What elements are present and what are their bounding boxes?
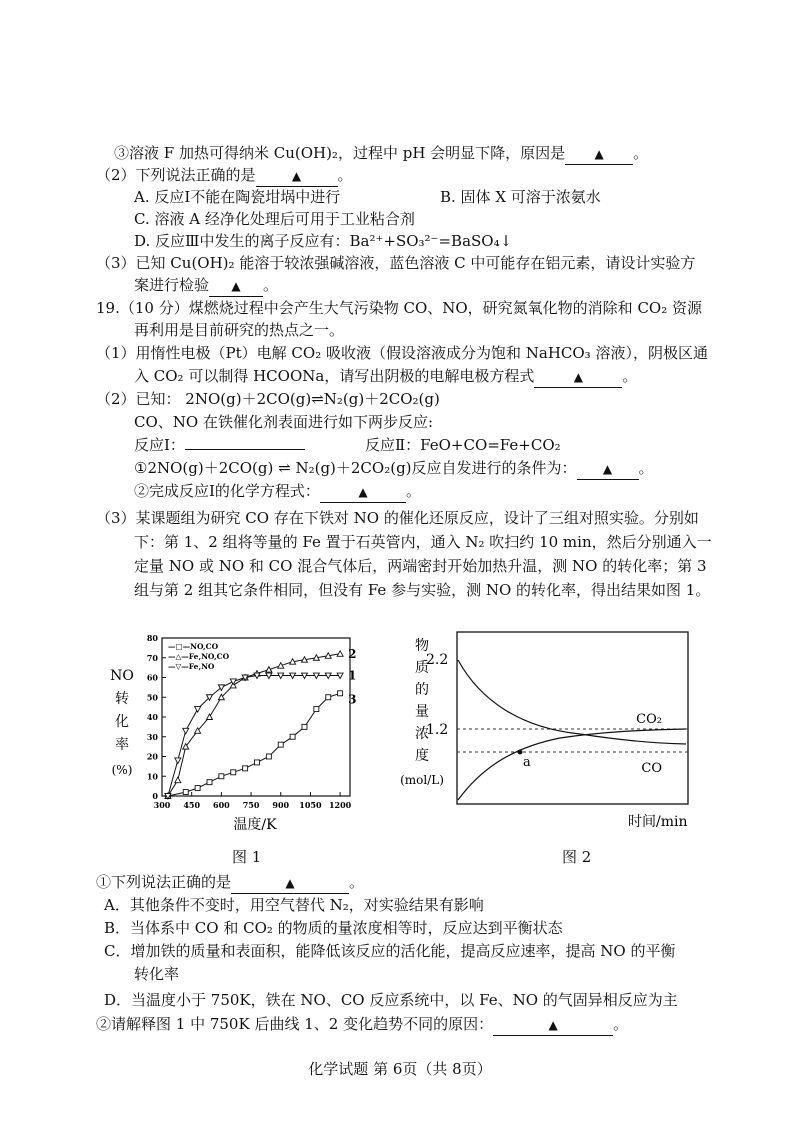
q19-sub-2: ②请解释图 1 中 750K 后曲线 1、2 变化趋势不同的原因： ▲ 。: [96, 1014, 628, 1036]
answer-blank[interactable]: ▲: [577, 458, 639, 480]
figure-2-caption: 图 2: [562, 848, 592, 866]
fig1-ytick-label-3: 30: [146, 731, 158, 742]
fig1-curve-label-1: 2: [348, 646, 357, 661]
fig1-xtick-label-4: 900: [272, 800, 290, 810]
fig1-xtick-label-5: 1050: [299, 800, 322, 810]
fig1-curve-label-2: 1: [348, 668, 357, 683]
fig2-ylabel-2: 的: [415, 682, 429, 698]
fig2-ylabel-5: 度: [415, 748, 429, 764]
fig1-legend-2: —▽—Fe,NO: [168, 662, 215, 671]
fig1-ytick-label-4: 40: [146, 712, 158, 722]
fig1-point-0-14: [338, 691, 343, 696]
fig1-point-0-3: [207, 780, 212, 785]
q18-option-d: D. 反应Ⅲ中发生的离子反应有：Ba²⁺+SO₃²⁻=BaSO₄↓: [134, 232, 513, 250]
fig1-point-0-10: [290, 734, 295, 739]
q19-part-2: （2）已知： 2NO(g)＋2CO(g)⇌N₂(g)＋2CO₂(g): [96, 390, 440, 408]
q18-line-3: ③溶液 F 加热可得纳米 Cu(OH)₂，过程中 pH 会明显下降，原因是 ▲ 。: [114, 143, 648, 165]
figure-1-chart: [100, 628, 370, 833]
q18-part-3: （3）已知 Cu(OH)₂ 能溶于较浓强碱溶液，蓝色溶液 C 中可能存在铝元素，请设计实验方: [96, 254, 696, 272]
q19-part-3-l4: 组与第 2 组其它条件相同，但没有 Fe 参与实验，测 NO 的转化率，得出结果如图 1。: [134, 581, 711, 599]
q19-part-2-q1: ①2NO(g)＋2CO(g) ⇌ N₂(g)＋2CO₂(g)反应自发进行的条件为： ▲ 。: [134, 458, 654, 480]
q18-part-3-cont: 案进行检验 ▲ 。: [134, 275, 278, 297]
answer-blank[interactable]: ▲: [320, 481, 406, 503]
fig1-point-0-4: [219, 774, 224, 779]
fig1-point-2-1: [175, 758, 181, 764]
figure-2-chart: [400, 630, 700, 835]
fig1-ytick-label-8: 80: [146, 633, 158, 643]
figure-1-caption: 图 1: [232, 848, 262, 866]
q19-part-1: （1）用惰性电极（Pt）电解 CO₂ 吸收液（假设溶液成分为饱和 NaHCO₃ 溶液），阴极区通: [96, 344, 708, 362]
q19-head: 19.（10 分）煤燃烧过程中会产生大气污染物 CO、NO，研究氮氧化物的消除和 CO₂ 资源: [96, 299, 703, 317]
fig1-ytick-label-1: 10: [146, 771, 158, 782]
answer-blank[interactable]: ▲: [534, 366, 622, 388]
fig1-ytick-label-7: 70: [146, 652, 158, 663]
fig2-y-high: 2.2: [426, 652, 449, 668]
q19-head-cont: 再利用是目前研究的热点之一。: [134, 321, 345, 339]
fig1-xlabel: 温度/K: [233, 817, 277, 833]
q18-option-c: C. 溶液 A 经净化处理后可用于工业粘合剂: [134, 210, 415, 228]
fig1-ylabel-1: 转: [115, 691, 129, 707]
q18-part-2: （2）下列说法正确的是 ▲ 。: [96, 165, 353, 187]
fig1-point-2-3: [195, 707, 201, 713]
fig1-ytick-label-5: 50: [146, 692, 158, 703]
fig1-point-1-4: [206, 714, 212, 720]
fig1-ylabel-2: 化: [115, 714, 129, 730]
fig2-point-label: a: [523, 755, 531, 770]
q19-option-c-cont: 转化率: [134, 965, 180, 983]
fig1-point-0-7: [254, 760, 259, 765]
q18-option-b: B. 固体 X 可溶于浓氨水: [440, 188, 601, 206]
fig2-y-mid: 1.2: [426, 722, 449, 738]
fig1-legend-1: —△—Fe,NO,CO: [168, 652, 230, 661]
q18-option-a: A. 反应Ⅰ不能在陶瓷坩埚中进行: [134, 188, 341, 206]
fig1-ytick-label-0: 0: [152, 791, 158, 801]
q19-part-3: （3）某课题组为研究 CO 存在下铁对 NO 的催化还原反应，设计了三组对照实验。分别如: [96, 509, 699, 527]
answer-blank[interactable]: ▲: [256, 165, 338, 187]
fig2-ylabel-1: 质: [415, 660, 429, 676]
answer-blank[interactable]: ▲: [565, 143, 633, 165]
fig2-ylabel-3: 量: [415, 704, 429, 720]
fig1-xtick-label-2: 600: [213, 800, 230, 810]
fig1-ytick-label-6: 60: [146, 672, 158, 683]
fig1-point-0-12: [314, 707, 319, 712]
q19-part-2-q2: ②完成反应Ⅰ的化学方程式： ▲ 。: [134, 481, 421, 503]
q19-option-c: C．增加铁的质量和表面积，能降低该反应的活化能，提高反应速率，提高 NO 的平衡: [104, 942, 676, 960]
fig1-ylabel: [110, 668, 134, 777]
fig1-point-2-2: [183, 728, 189, 734]
q19-part-1-cont: 入 CO₂ 可以制得 HCOONa，请写出阴极的电解电极方程式 ▲ 。: [134, 366, 637, 388]
fig1-xtick-label-1: 450: [183, 800, 201, 810]
fig1-legend-0: —□—NO,CO: [168, 642, 219, 651]
fig2-co-label: CO: [641, 761, 662, 776]
answer-blank[interactable]: ▲: [209, 275, 263, 297]
fig2-co2-label: CO₂: [636, 712, 662, 727]
fig1-point-0-13: [326, 695, 331, 700]
fig1-ylabel-3: 率: [115, 737, 129, 753]
fig1-point-1-15: [337, 651, 343, 657]
reaction-1-blank[interactable]: [185, 449, 305, 450]
fig1-point-0-9: [278, 742, 283, 747]
fig2-point-a: [518, 750, 523, 755]
q19-part-3-l2: 下：第 1、2 组将等量的 Fe 置于石英管内，通入 N₂ 吹扫约 10 min，然后分别通入一: [134, 533, 712, 551]
fig2-ylabel-0: 物: [415, 638, 429, 654]
q19-option-b: B．当体系中 CO 和 CO₂ 的物质的量浓度相等时，反应达到平衡状态: [104, 919, 563, 937]
fig1-ytick-label-2: 20: [146, 751, 158, 762]
q19-option-d: D．当温度小于 750K，铁在 NO、CO 反应系统中，以 Fe、NO 的气固异相反应为主: [104, 991, 678, 1009]
fig1-point-0-5: [231, 770, 236, 775]
fig1-point-1-1: [175, 777, 181, 783]
fig2-ylabel-6: (mol/L): [400, 773, 444, 787]
fig1-curve-label-0: 3: [348, 692, 357, 707]
page-footer: 化学试题 第 6页（共 8页）: [308, 1060, 492, 1078]
fig2-xlabel: 时间/min: [628, 814, 688, 830]
fig1-point-0-2: [195, 786, 200, 791]
answer-blank[interactable]: ▲: [231, 872, 349, 894]
fig1-xtick-label-0: 300: [153, 800, 171, 810]
fig2-ylabel-4: 浓: [415, 726, 429, 742]
fig1-xtick-label-3: 750: [242, 800, 260, 810]
q19-part-2-intro: CO、NO 在铁催化剂表面进行如下两步反应:: [134, 413, 434, 431]
fig1-ylabel-4: (%): [111, 763, 133, 777]
q19-option-a: A．其他条件不变时，用空气替代 N₂，对实验结果有影响: [104, 896, 484, 914]
fig1-plot-area: [147, 633, 357, 810]
fig1-point-0-8: [266, 754, 271, 759]
fig2-co-curve: [458, 660, 686, 744]
q19-sub-1: ①下列说法正确的是 ▲ 。: [96, 872, 364, 894]
fig1-point-0-11: [302, 724, 307, 729]
fig1-point-0-1: [183, 790, 188, 795]
answer-blank[interactable]: ▲: [493, 1014, 613, 1036]
q19-reactions: 反应Ⅰ： 反应Ⅱ：FeO+CO=Fe+CO₂: [134, 436, 561, 454]
fig1-xtick-label-6: 1200: [328, 800, 352, 810]
fig1-ylabel-0: NO: [110, 668, 134, 684]
q19-part-3-l3: 定量 NO 或 NO 和 CO 混合气体后，两端密封开始加热升温，测 NO 的转化率；第 3: [134, 557, 707, 575]
fig1-point-0-6: [243, 766, 248, 771]
